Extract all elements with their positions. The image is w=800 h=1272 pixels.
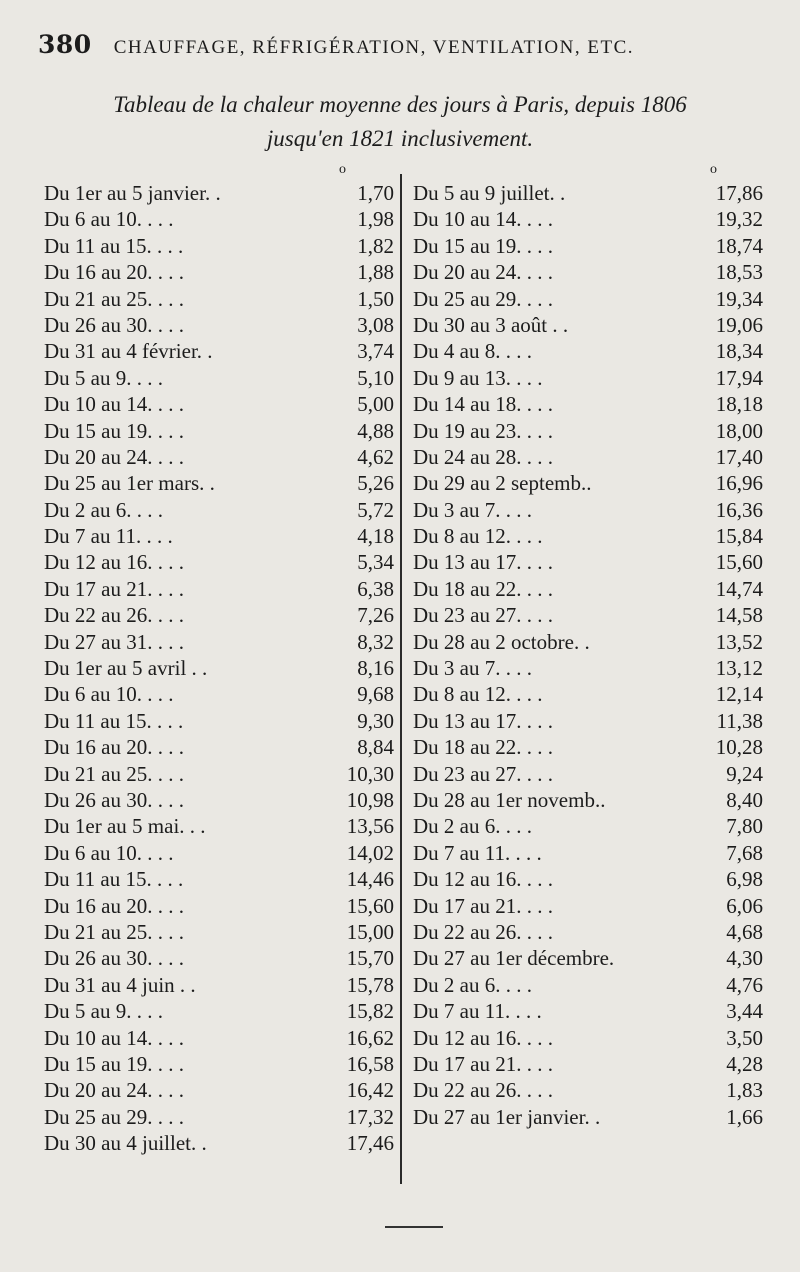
period-label: Du 18 au 22. . . . (413, 576, 553, 601)
period-label: Du 25 au 1er mars. . (44, 471, 215, 496)
temperature-value: 4,28 (726, 1051, 763, 1076)
period-label: Du 2 au 6. . . . (44, 497, 163, 522)
temperature-value: 8,40 (726, 787, 763, 812)
temperature-value: 3,74 (357, 339, 394, 364)
temperature-value: 15,00 (346, 919, 394, 944)
table-row (413, 787, 763, 813)
temperature-value: 6,38 (357, 576, 394, 601)
period-label: Du 17 au 21. . . . (44, 576, 184, 601)
period-label: Du 15 au 19. . . . (413, 233, 553, 258)
period-label: Du 11 au 15. . . . (44, 233, 184, 258)
table-row (44, 470, 394, 496)
table-row (44, 233, 394, 259)
table-row (413, 391, 763, 417)
temperature-value: 10,30 (346, 761, 394, 786)
period-label: Du 28 au 1er novemb.. (413, 787, 606, 812)
temperature-value: 13,56 (346, 814, 394, 839)
period-label: Du 2 au 6. . . . (413, 814, 532, 839)
temperature-value: 14,74 (715, 576, 763, 601)
temperature-value: 16,62 (346, 1025, 394, 1050)
degree-mark-right: o (710, 162, 717, 177)
period-label: Du 28 au 2 octobre. . (413, 629, 590, 654)
temperature-value: 5,34 (357, 550, 394, 575)
temperature-value: 9,30 (357, 708, 394, 733)
temperature-value: 15,84 (715, 524, 763, 549)
temperature-value: 19,32 (715, 207, 763, 232)
table-row (44, 919, 394, 945)
temperature-value: 5,00 (357, 392, 394, 417)
period-label: Du 25 au 29. . . . (413, 286, 553, 311)
period-label: Du 15 au 19. . . . (44, 418, 184, 443)
temperature-value: 3,44 (726, 999, 763, 1024)
temperature-value: 8,16 (357, 656, 394, 681)
temperature-value: 17,40 (715, 444, 763, 469)
table-row (44, 866, 394, 892)
period-label: Du 22 au 26. . . . (413, 1078, 553, 1103)
period-label: Du 10 au 14. . . . (44, 392, 184, 417)
temperature-value: 3,50 (726, 1025, 763, 1050)
period-label: Du 25 au 29. . . . (44, 1104, 184, 1129)
period-label: Du 27 au 1er janvier. . (413, 1104, 601, 1129)
temperature-value: 9,68 (357, 682, 394, 707)
temperature-value: 6,06 (726, 893, 763, 918)
table-row (413, 919, 763, 945)
temperature-value: 13,52 (715, 629, 763, 654)
temperature-value: 7,68 (726, 840, 763, 865)
temperature-value: 4,88 (357, 418, 394, 443)
table-row (413, 998, 763, 1024)
temperature-value: 10,98 (346, 787, 394, 812)
period-label: Du 16 au 20. . . . (44, 893, 184, 918)
temperature-value: 14,46 (346, 867, 394, 892)
temperature-value: 4,18 (357, 524, 394, 549)
temperature-value: 15,82 (346, 999, 394, 1024)
period-label: Du 27 au 31. . . . (44, 629, 184, 654)
table-row (44, 734, 394, 760)
temperature-value: 1,82 (357, 233, 394, 258)
page-header (38, 30, 760, 64)
right-column (413, 180, 763, 1130)
table-row (44, 761, 394, 787)
temperature-value: 1,98 (357, 207, 394, 232)
period-label: Du 12 au 16. . . . (413, 867, 553, 892)
period-label: Du 15 au 19. . . . (44, 1051, 184, 1076)
temperature-table (38, 180, 768, 1190)
table-row (44, 893, 394, 919)
temperature-value: 10,28 (715, 735, 763, 760)
temperature-value: 17,94 (715, 365, 763, 390)
table-row (413, 945, 763, 971)
table-row (413, 338, 763, 364)
period-label: Du 16 au 20. . . . (44, 260, 184, 285)
temperature-value: 5,72 (357, 497, 394, 522)
table-row (413, 840, 763, 866)
period-label: Du 17 au 21. . . . (413, 1051, 553, 1076)
table-row (44, 180, 394, 206)
temperature-value: 5,10 (357, 365, 394, 390)
table-row (44, 523, 394, 549)
temperature-value: 13,12 (715, 656, 763, 681)
temperature-value: 16,36 (715, 497, 763, 522)
temperature-value: 14,58 (715, 603, 763, 628)
temperature-value: 7,80 (726, 814, 763, 839)
table-row (44, 286, 394, 312)
table-row (44, 681, 394, 707)
temperature-value: 15,70 (346, 946, 394, 971)
table-row (44, 998, 394, 1024)
period-label: Du 10 au 14. . . . (413, 207, 553, 232)
table-row (44, 840, 394, 866)
table-row (413, 602, 763, 628)
temperature-value: 6,98 (726, 867, 763, 892)
table-row (413, 206, 763, 232)
table-row (413, 180, 763, 206)
period-label: Du 13 au 17. . . . (413, 550, 553, 575)
temperature-value: 16,42 (346, 1078, 394, 1103)
temperature-value: 14,02 (346, 840, 394, 865)
table-row (44, 1104, 394, 1130)
temperature-value: 8,32 (357, 629, 394, 654)
temperature-value: 4,30 (726, 946, 763, 971)
period-label: Du 13 au 17. . . . (413, 708, 553, 733)
table-row (44, 549, 394, 575)
period-label: Du 19 au 23. . . . (413, 418, 553, 443)
period-label: Du 22 au 26. . . . (44, 603, 184, 628)
table-row (413, 259, 763, 285)
page-number: 380 (38, 30, 92, 59)
temperature-value: 17,46 (346, 1131, 394, 1156)
temperature-value: 3,08 (357, 312, 394, 337)
table-title-line2: jusqu'en 1821 inclusivement. (266, 126, 534, 151)
table-row (413, 1104, 763, 1130)
temperature-value: 1,70 (357, 181, 394, 205)
table-row (44, 418, 394, 444)
temperature-value: 17,32 (346, 1104, 394, 1129)
table-row (413, 470, 763, 496)
table-row (413, 734, 763, 760)
table-row (413, 523, 763, 549)
table-row (413, 1051, 763, 1077)
table-title (40, 88, 760, 156)
table-row (413, 549, 763, 575)
temperature-value: 19,06 (715, 312, 763, 337)
table-title-line1: Tableau de la chaleur moyenne des jours à Paris, depuis 1806 (113, 92, 687, 117)
temperature-value: 9,24 (726, 761, 763, 786)
period-label: Du 5 au 9. . . . (44, 999, 163, 1024)
period-label: Du 30 au 3 août . . (413, 312, 569, 337)
period-label: Du 11 au 15. . . . (44, 867, 184, 892)
table-row (413, 233, 763, 259)
period-label: Du 7 au 11. . . . (413, 840, 542, 865)
temperature-value: 16,58 (346, 1051, 394, 1076)
period-label: Du 26 au 30. . . . (44, 946, 184, 971)
temperature-value: 1,88 (357, 260, 394, 285)
period-label: Du 20 au 24. . . . (413, 260, 553, 285)
temperature-value: 11,38 (716, 708, 763, 733)
temperature-value: 7,26 (357, 603, 394, 628)
table-row (413, 1077, 763, 1103)
temperature-value: 1,50 (357, 286, 394, 311)
table-row (44, 576, 394, 602)
table-row (44, 1130, 394, 1156)
period-label: Du 27 au 1er décembre. (413, 946, 615, 971)
column-divider (400, 174, 402, 1184)
temperature-value: 18,53 (715, 260, 763, 285)
temperature-value: 15,60 (715, 550, 763, 575)
period-label: Du 6 au 10. . . . (44, 682, 174, 707)
table-row (44, 813, 394, 839)
table-row (44, 972, 394, 998)
table-row (44, 708, 394, 734)
period-label: Du 8 au 12. . . . (413, 682, 543, 707)
temperature-value: 19,34 (715, 286, 763, 311)
table-row (413, 365, 763, 391)
table-row (413, 813, 763, 839)
table-row (44, 497, 394, 523)
temperature-value: 17,86 (715, 181, 763, 205)
period-label: Du 23 au 27. . . . (413, 603, 553, 628)
table-row (44, 1051, 394, 1077)
table-row (413, 576, 763, 602)
table-row (44, 655, 394, 681)
table-row (413, 629, 763, 655)
temperature-value: 15,78 (346, 972, 394, 997)
table-row (413, 497, 763, 523)
period-label: Du 14 au 18. . . . (413, 392, 553, 417)
temperature-value: 16,96 (715, 471, 763, 496)
period-label: Du 21 au 25. . . . (44, 919, 184, 944)
period-label: Du 12 au 16. . . . (413, 1025, 553, 1050)
period-label: Du 26 au 30. . . . (44, 787, 184, 812)
period-label: Du 21 au 25. . . . (44, 761, 184, 786)
period-label: Du 4 au 8. . . . (413, 339, 532, 364)
footer-rule (385, 1226, 443, 1228)
table-row (413, 761, 763, 787)
temperature-value: 1,83 (726, 1078, 763, 1103)
running-head: CHAUFFAGE, RÉFRIGÉRATION, VENTILATION, ETC. (113, 37, 635, 58)
period-label: Du 6 au 10. . . . (44, 207, 174, 232)
period-label: Du 1er au 5 janvier. . (44, 181, 221, 205)
table-row (413, 418, 763, 444)
period-label: Du 26 au 30. . . . (44, 312, 184, 337)
table-row (413, 972, 763, 998)
period-label: Du 12 au 16. . . . (44, 550, 184, 575)
table-row (44, 312, 394, 338)
table-row (44, 1077, 394, 1103)
table-row (44, 391, 394, 417)
table-row (44, 206, 394, 232)
temperature-value: 4,62 (357, 444, 394, 469)
temperature-value: 18,18 (715, 392, 763, 417)
table-row (44, 629, 394, 655)
temperature-value: 1,66 (726, 1104, 763, 1129)
period-label: Du 3 au 7. . . . (413, 497, 532, 522)
period-label: Du 7 au 11. . . . (413, 999, 542, 1024)
table-row (44, 444, 394, 470)
period-label: Du 3 au 7. . . . (413, 656, 532, 681)
period-label: Du 22 au 26. . . . (413, 919, 553, 944)
table-row (44, 259, 394, 285)
temperature-value: 12,14 (715, 682, 763, 707)
period-label: Du 16 au 20. . . . (44, 735, 184, 760)
period-label: Du 17 au 21. . . . (413, 893, 553, 918)
period-label: Du 20 au 24. . . . (44, 1078, 184, 1103)
table-row (413, 893, 763, 919)
period-label: Du 30 au 4 juillet. . (44, 1131, 207, 1156)
temperature-value: 5,26 (357, 471, 394, 496)
period-label: Du 5 au 9. . . . (44, 365, 163, 390)
period-label: Du 7 au 11. . . . (44, 524, 173, 549)
table-row (44, 945, 394, 971)
period-label: Du 5 au 9 juillet. . (413, 181, 566, 205)
period-label: Du 31 au 4 février. . (44, 339, 213, 364)
table-row (44, 338, 394, 364)
left-column (44, 180, 394, 1156)
period-label: Du 10 au 14. . . . (44, 1025, 184, 1050)
period-label: Du 1er au 5 mai. . . (44, 814, 206, 839)
table-row (413, 708, 763, 734)
table-row (44, 365, 394, 391)
temperature-value: 18,00 (715, 418, 763, 443)
table-row (44, 1025, 394, 1051)
period-label: Du 29 au 2 septemb.. (413, 471, 592, 496)
temperature-value: 18,74 (715, 233, 763, 258)
table-row (413, 655, 763, 681)
table-row (413, 444, 763, 470)
period-label: Du 24 au 28. . . . (413, 444, 553, 469)
table-row (413, 681, 763, 707)
period-label: Du 9 au 13. . . . (413, 365, 543, 390)
table-row (413, 312, 763, 338)
period-label: Du 2 au 6. . . . (413, 972, 532, 997)
period-label: Du 8 au 12. . . . (413, 524, 543, 549)
period-label: Du 21 au 25. . . . (44, 286, 184, 311)
temperature-value: 15,60 (346, 893, 394, 918)
table-row (413, 1025, 763, 1051)
table-row (413, 866, 763, 892)
period-label: Du 18 au 22. . . . (413, 735, 553, 760)
temperature-value: 8,84 (357, 735, 394, 760)
period-label: Du 31 au 4 juin . . (44, 972, 196, 997)
temperature-value: 4,76 (726, 972, 763, 997)
table-row (413, 286, 763, 312)
table-row (44, 787, 394, 813)
temperature-value: 18,34 (715, 339, 763, 364)
period-label: Du 20 au 24. . . . (44, 444, 184, 469)
table-row (44, 602, 394, 628)
period-label: Du 6 au 10. . . . (44, 840, 174, 865)
temperature-value: 4,68 (726, 919, 763, 944)
period-label: Du 11 au 15. . . . (44, 708, 184, 733)
period-label: Du 1er au 5 avril . . (44, 656, 208, 681)
degree-mark-left: o (339, 162, 346, 177)
period-label: Du 23 au 27. . . . (413, 761, 553, 786)
